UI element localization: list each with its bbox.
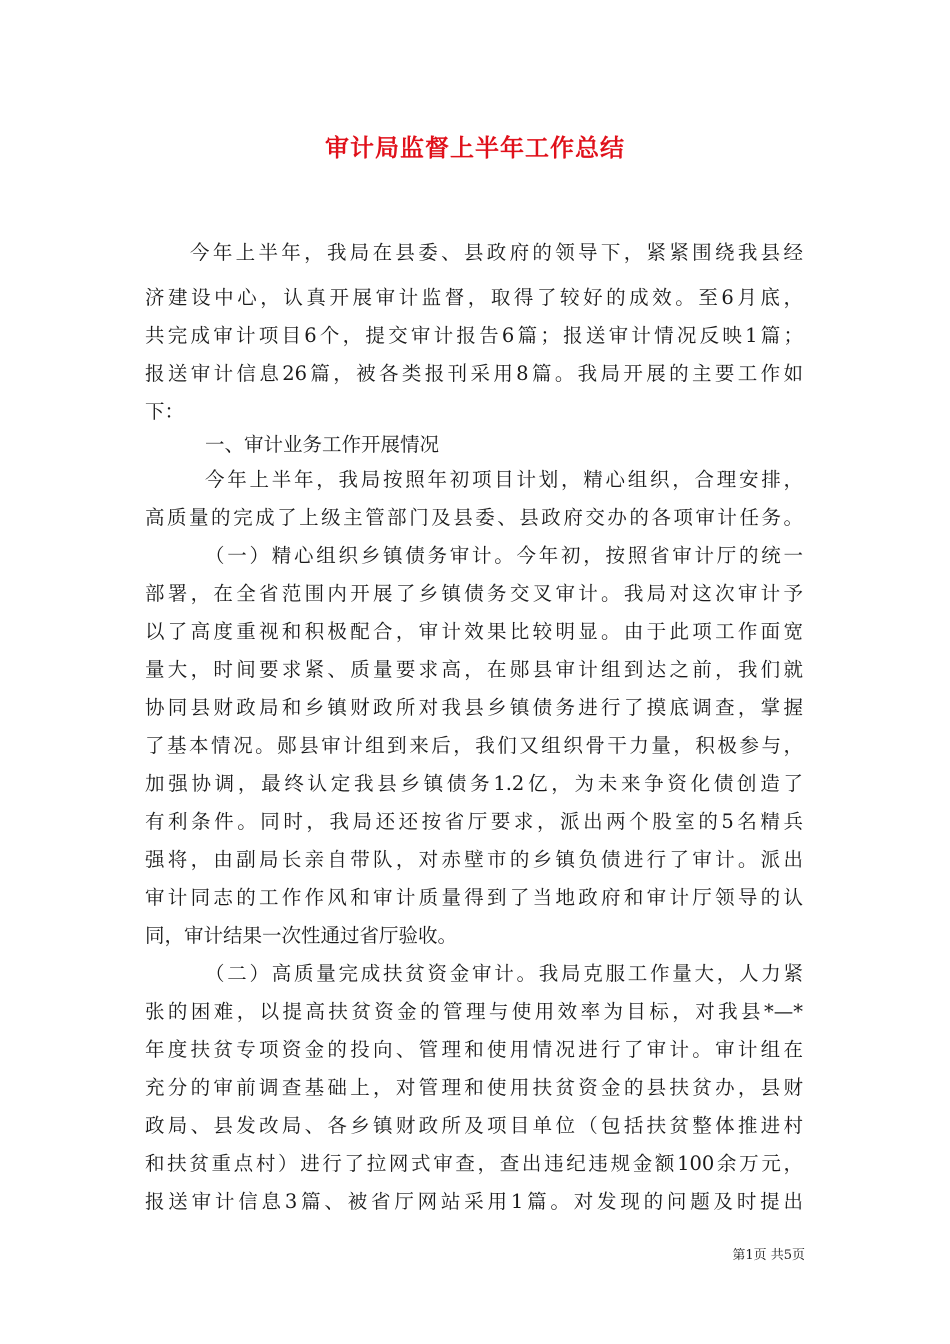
paragraph-line: 有利条件。同时，我局还还按省厅要求，派出两个股室的5名精兵: [145, 810, 803, 833]
document-title: 审计局监督上半年工作总结: [325, 133, 625, 162]
paragraph-line: 今年上半年，我局按照年初项目计划，精心组织，合理安排，: [205, 468, 803, 491]
paragraph-line: 了基本情况。郧县审计组到来后，我们又组织骨干力量，积极参与，: [145, 734, 803, 757]
paragraph-line: 济建设中心，认真开展审计监督，取得了较好的成效。至6月底，: [145, 286, 803, 309]
paragraph-line: 量大，时间要求紧、质量要求高，在郧县审计组到达之前，我们就: [145, 658, 803, 681]
paragraph-line: 同，审计结果一次性通过省厅验收。: [145, 924, 458, 947]
page-number-footer: 第1页 共5页: [732, 1248, 805, 1263]
paragraph-line: 强将，由副局长亲自带队，对赤壁市的乡镇负债进行了审计。派出: [145, 848, 803, 871]
paragraph-line: 加强协调，最终认定我县乡镇债务1.2亿，为未来争资化债创造了: [145, 772, 803, 795]
paragraph-line: 充分的审前调查基础上，对管理和使用扶贫资金的县扶贫办，县财: [145, 1076, 803, 1099]
paragraph-line: 张的困难，以提高扶贫资金的管理与使用效率为目标，对我县*—*: [145, 1000, 803, 1023]
paragraph-line: （二）高质量完成扶贫资金审计。我局克服工作量大，人力紧: [205, 962, 803, 985]
paragraph-line: 以了高度重视和积极配合，审计效果比较明显。由于此项工作面宽: [145, 620, 803, 643]
paragraph-line: 下：: [145, 400, 185, 423]
paragraph-line: （一）精心组织乡镇债务审计。今年初，按照省审计厅的统一: [205, 544, 803, 567]
paragraph-line: 政局、县发改局、各乡镇财政所及项目单位（包括扶贫整体推进村: [145, 1114, 803, 1137]
paragraph-line: 报送审计信息26篇，被各类报刊采用8篇。我局开展的主要工作如: [145, 362, 803, 385]
paragraph-line: 审计同志的工作作风和审计质量得到了当地政府和审计厅领导的认: [145, 886, 803, 909]
paragraph-line: 和扶贫重点村）进行了拉网式审查，查出违纪违规金额100余万元，: [145, 1152, 803, 1175]
paragraph-line: 高质量的完成了上级主管部门及县委、县政府交办的各项审计任务。: [145, 506, 803, 529]
paragraph-line: 共完成审计项目6个，提交审计报告6篇；报送审计情况反映1篇；: [145, 324, 803, 347]
paragraph-line: 报送审计信息3篇、被省厅网站采用1篇。对发现的问题及时提出: [145, 1190, 803, 1213]
paragraph-line: 协同县财政局和乡镇财政所对我县乡镇债务进行了摸底调查，掌握: [145, 696, 803, 719]
paragraph-line: 年度扶贫专项资金的投向、管理和使用情况进行了审计。审计组在: [145, 1038, 803, 1061]
section-heading: 一、审计业务工作开展情况: [205, 433, 440, 456]
paragraph-line: 今年上半年，我局在县委、县政府的领导下，紧紧围绕我县经: [190, 241, 803, 264]
paragraph-line: 部署，在全省范围内开展了乡镇债务交叉审计。我局对这次审计予: [145, 582, 803, 605]
